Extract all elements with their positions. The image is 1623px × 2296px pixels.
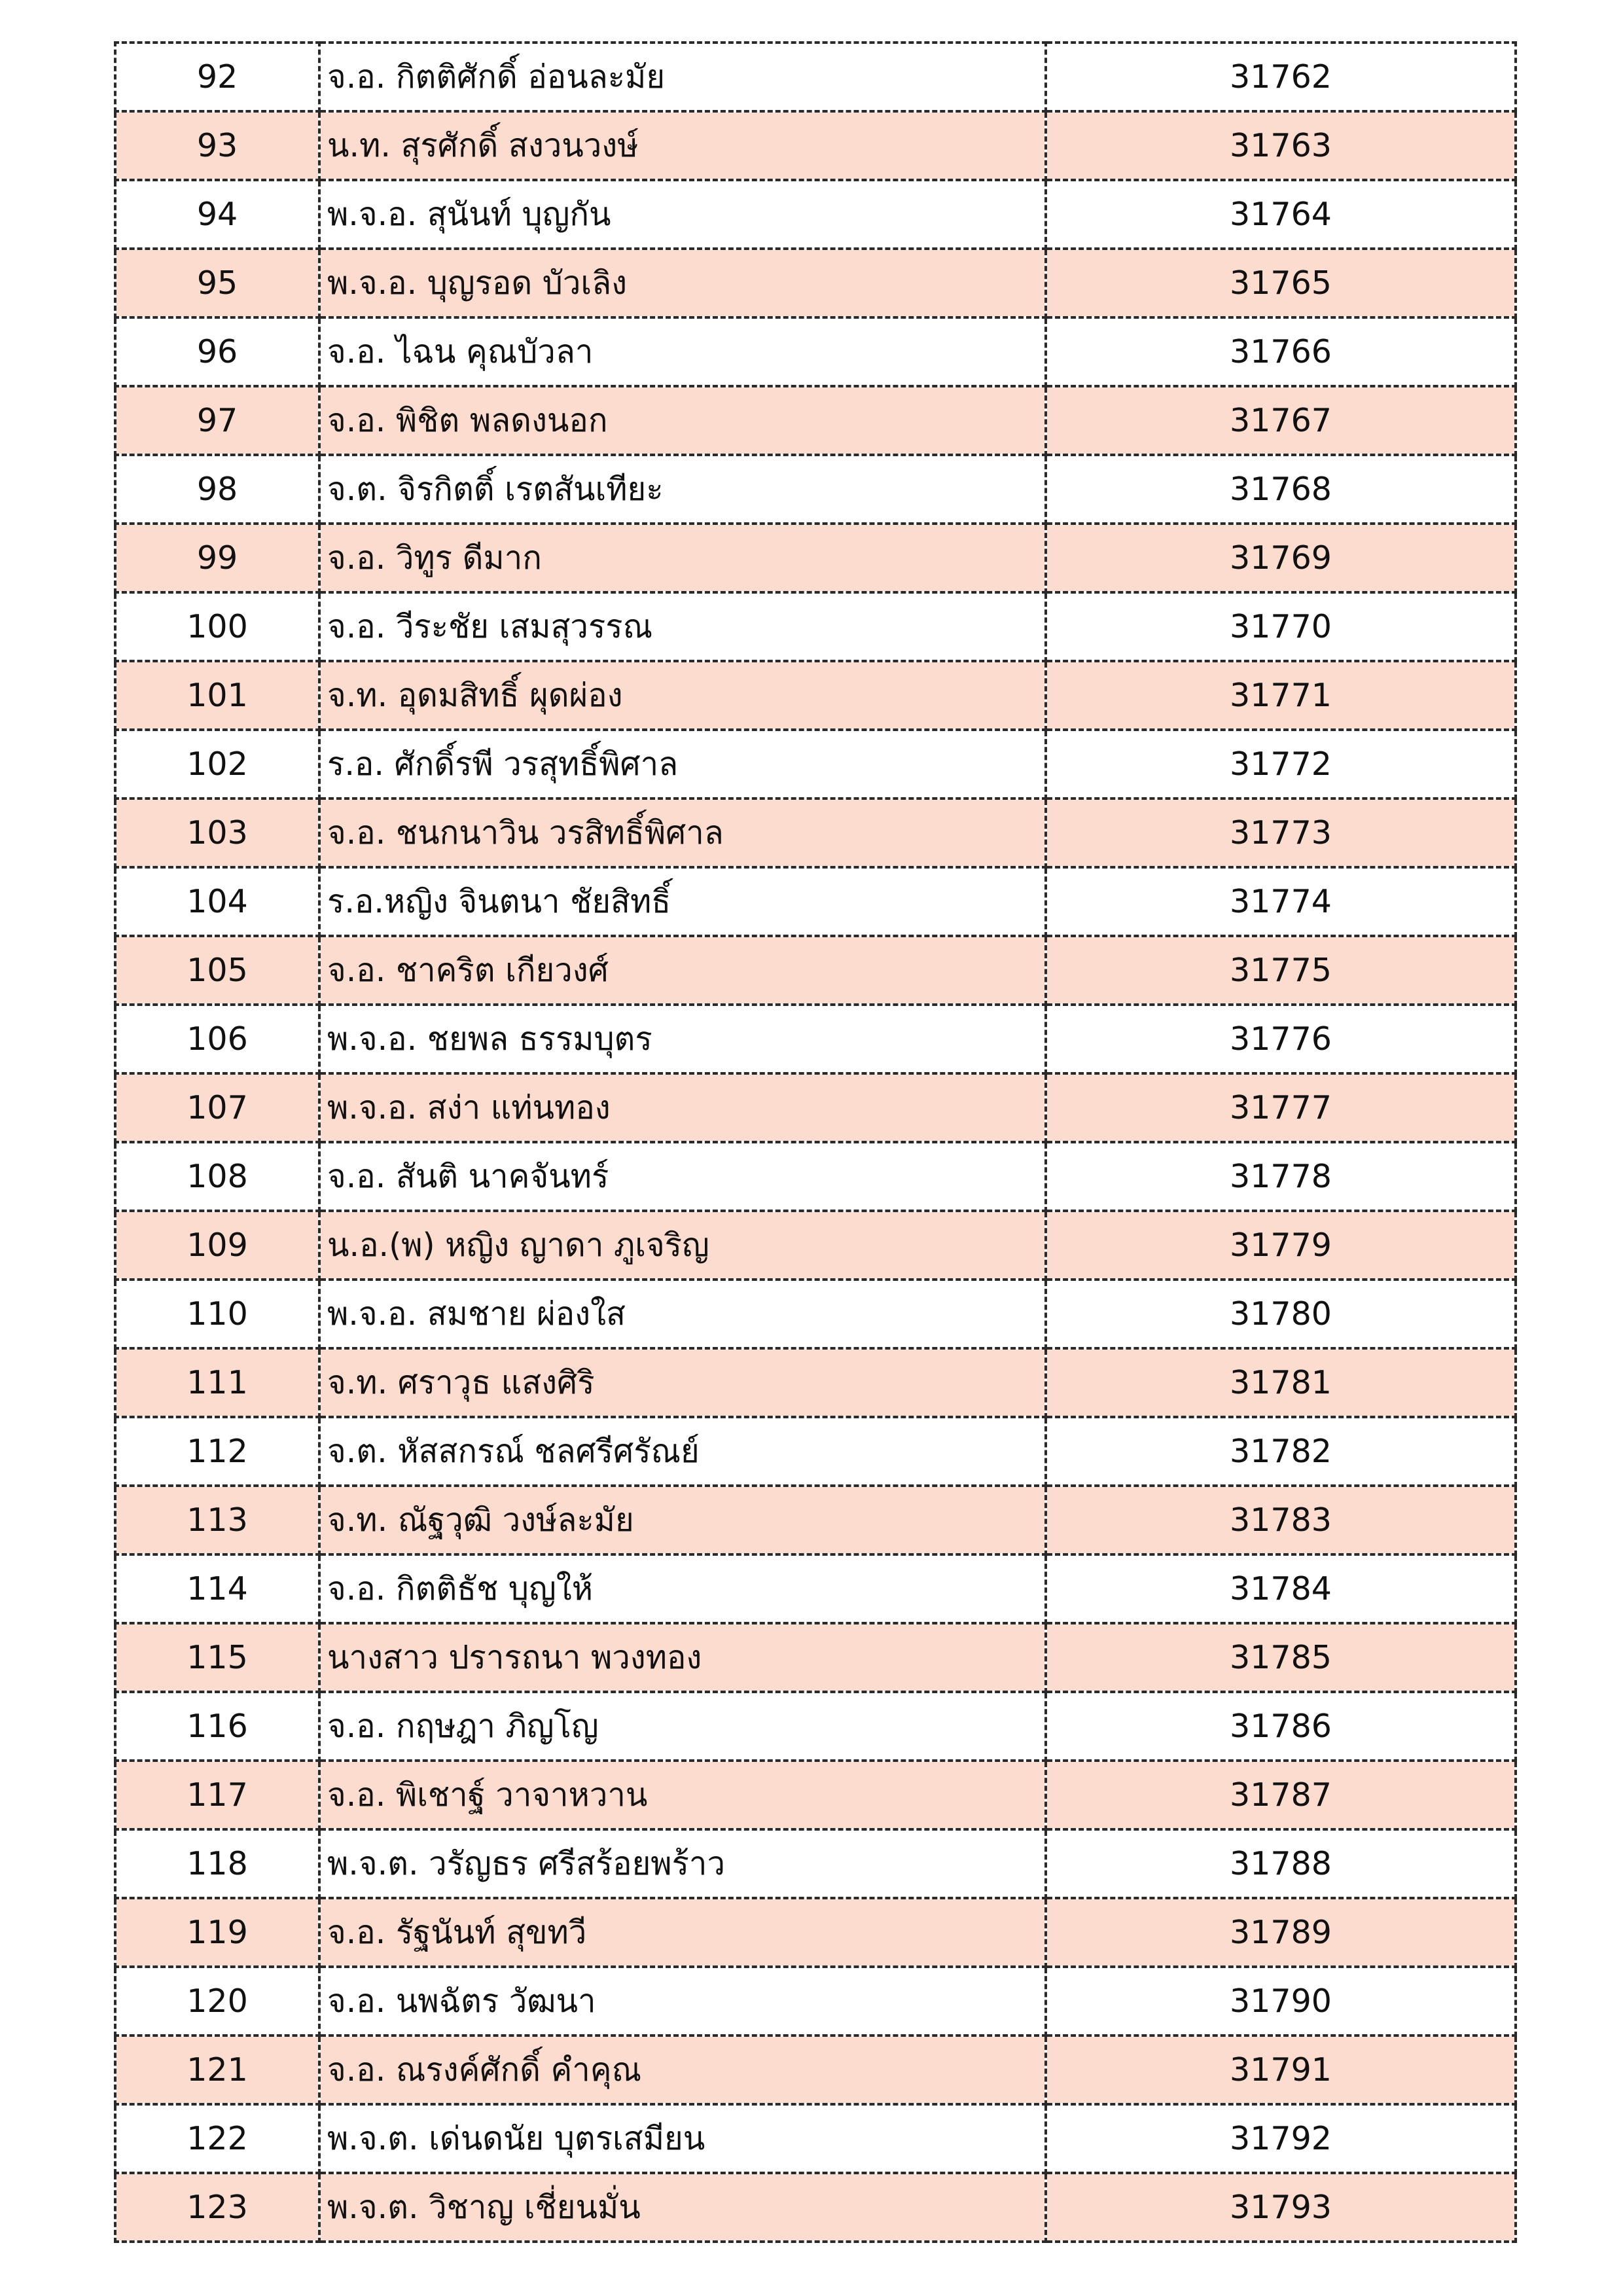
row-code: 31784 (1046, 1554, 1516, 1623)
row-number: 121 (115, 2036, 319, 2104)
row-number: 120 (115, 1967, 319, 2036)
row-name: พ.จ.ต. เด่นดนัย บุตรเสมียน (319, 2104, 1046, 2173)
row-name: พ.จ.อ. สมชาย ผ่องใส (319, 1280, 1046, 1348)
row-number: 109 (115, 1211, 319, 1280)
table-row (115, 1005, 1516, 1073)
row-number: 102 (115, 730, 319, 798)
row-number: 123 (115, 2173, 319, 2242)
row-number: 97 (115, 386, 319, 455)
row-name: พ.จ.อ. สุนันท์ บุญกัน (319, 180, 1046, 249)
row-code: 31788 (1046, 1829, 1516, 1898)
table-row (115, 1348, 1516, 1417)
row-name: จ.อ. กฤษฎา ภิญโญ (319, 1692, 1046, 1761)
row-name: จ.ท. ณัฐวุฒิ วงษ์ละมัย (319, 1486, 1046, 1554)
table-row (115, 524, 1516, 592)
row-number: 94 (115, 180, 319, 249)
row-code: 31790 (1046, 1967, 1516, 2036)
row-number: 101 (115, 661, 319, 730)
row-name: พ.จ.อ. สง่า แท่นทอง (319, 1073, 1046, 1142)
row-name: จ.อ. สันติ นาคจันทร์ (319, 1142, 1046, 1211)
row-code: 31777 (1046, 1073, 1516, 1142)
table-row (115, 592, 1516, 661)
row-code: 31792 (1046, 2104, 1516, 2173)
table-row (115, 1280, 1516, 1348)
row-number: 117 (115, 1761, 319, 1829)
row-name: จ.อ. กิตติศักดิ์ อ่อนละมัย (319, 43, 1046, 111)
table-row (115, 1417, 1516, 1486)
row-code: 31791 (1046, 2036, 1516, 2104)
table-row (115, 1967, 1516, 2036)
row-number: 108 (115, 1142, 319, 1211)
row-number: 103 (115, 798, 319, 867)
row-name: น.อ.(พ) หญิง ญาดา ภูเจริญ (319, 1211, 1046, 1280)
table-row (115, 1211, 1516, 1280)
table-row (115, 111, 1516, 180)
row-code: 31783 (1046, 1486, 1516, 1554)
row-code: 31763 (1046, 111, 1516, 180)
table-row (115, 249, 1516, 317)
row-code: 31764 (1046, 180, 1516, 249)
row-number: 96 (115, 317, 319, 386)
row-code: 31772 (1046, 730, 1516, 798)
row-code: 31780 (1046, 1280, 1516, 1348)
row-name: น.ท. สุรศักดิ์ สงวนวงษ์ (319, 111, 1046, 180)
row-number: 115 (115, 1623, 319, 1692)
row-name: จ.อ. นพฉัตร วัฒนา (319, 1967, 1046, 2036)
row-name: จ.อ. พิชิต พลดงนอก (319, 386, 1046, 455)
row-number: 107 (115, 1073, 319, 1142)
row-code: 31789 (1046, 1898, 1516, 1967)
row-name: จ.อ. รัฐนันท์ สุขทวี (319, 1898, 1046, 1967)
row-number: 113 (115, 1486, 319, 1554)
row-code: 31793 (1046, 2173, 1516, 2242)
row-name: จ.อ. ณรงค์ศักดิ์ คำคุณ (319, 2036, 1046, 2104)
row-code: 31786 (1046, 1692, 1516, 1761)
row-code: 31787 (1046, 1761, 1516, 1829)
row-name: จ.อ. กิตติธัช บุญให้ (319, 1554, 1046, 1623)
row-name: จ.ต. หัสสกรณ์ ชลศรีศรัณย์ (319, 1417, 1046, 1486)
row-number: 104 (115, 867, 319, 936)
table-row (115, 180, 1516, 249)
row-number: 105 (115, 936, 319, 1005)
row-name: จ.อ. วีระชัย เสมสุวรรณ (319, 592, 1046, 661)
row-name: จ.ท. ศราวุธ แสงศิริ (319, 1348, 1046, 1417)
row-code: 31765 (1046, 249, 1516, 317)
row-number: 114 (115, 1554, 319, 1623)
row-code: 31771 (1046, 661, 1516, 730)
row-number: 100 (115, 592, 319, 661)
row-number: 116 (115, 1692, 319, 1761)
row-code: 31773 (1046, 798, 1516, 867)
row-code: 31762 (1046, 43, 1516, 111)
row-number: 106 (115, 1005, 319, 1073)
table-row (115, 1073, 1516, 1142)
table-row (115, 661, 1516, 730)
table-row (115, 2104, 1516, 2173)
row-name: พ.จ.ต. วรัญธร ศรีสร้อยพร้าว (319, 1829, 1046, 1898)
row-name: พ.จ.อ. บุญรอด บัวเลิง (319, 249, 1046, 317)
table-row (115, 1761, 1516, 1829)
row-code: 31770 (1046, 592, 1516, 661)
row-number: 110 (115, 1280, 319, 1348)
row-name: พ.จ.อ. ชยพล ธรรมบุตร (319, 1005, 1046, 1073)
table-row (115, 1692, 1516, 1761)
row-code: 31779 (1046, 1211, 1516, 1280)
row-code: 31766 (1046, 317, 1516, 386)
table-row (115, 867, 1516, 936)
table-row (115, 1623, 1516, 1692)
row-number: 122 (115, 2104, 319, 2173)
row-number: 98 (115, 455, 319, 524)
row-name: จ.อ. วิทูร ดีมาก (319, 524, 1046, 592)
row-number: 111 (115, 1348, 319, 1417)
row-code: 31768 (1046, 455, 1516, 524)
row-number: 95 (115, 249, 319, 317)
row-number: 93 (115, 111, 319, 180)
row-number: 119 (115, 1898, 319, 1967)
row-code: 31778 (1046, 1142, 1516, 1211)
row-code: 31785 (1046, 1623, 1516, 1692)
row-code: 31781 (1046, 1348, 1516, 1417)
row-number: 92 (115, 43, 319, 111)
table-row (115, 1898, 1516, 1967)
table-row (115, 1142, 1516, 1211)
row-name: พ.จ.ต. วิชาญ เชี่ยนมั่น (319, 2173, 1046, 2242)
table-row (115, 1829, 1516, 1898)
table-row (115, 2173, 1516, 2242)
row-name: จ.อ. ชนกนาวิน วรสิทธิ์พิศาล (319, 798, 1046, 867)
row-name: จ.ท. อุดมสิทธิ์ ผุดผ่อง (319, 661, 1046, 730)
roster-table (114, 41, 1517, 2243)
row-name: จ.ต. จิรกิตติ์ เรตสันเทียะ (319, 455, 1046, 524)
table-row (115, 2036, 1516, 2104)
table-row (115, 1486, 1516, 1554)
row-name: จ.อ. พิเชาฐ์ วาจาหวาน (319, 1761, 1046, 1829)
row-number: 118 (115, 1829, 319, 1898)
table-row (115, 455, 1516, 524)
roster-body (115, 43, 1516, 2242)
row-name: ร.อ.หญิง จินตนา ชัยสิทธิ์ (319, 867, 1046, 936)
table-row (115, 798, 1516, 867)
row-code: 31775 (1046, 936, 1516, 1005)
row-name: จ.อ. ชาคริต เกียวงศ์ (319, 936, 1046, 1005)
table-row (115, 730, 1516, 798)
table-row (115, 936, 1516, 1005)
table-row (115, 43, 1516, 111)
table-row (115, 317, 1516, 386)
row-code: 31776 (1046, 1005, 1516, 1073)
table-row (115, 1554, 1516, 1623)
row-code: 31767 (1046, 386, 1516, 455)
row-name: จ.อ. ไฉน คุณบัวลา (319, 317, 1046, 386)
row-name: นางสาว ปรารถนา พวงทอง (319, 1623, 1046, 1692)
row-number: 99 (115, 524, 319, 592)
row-name: ร.อ. ศักดิ์รพี วรสุทธิ์พิศาล (319, 730, 1046, 798)
row-number: 112 (115, 1417, 319, 1486)
row-code: 31769 (1046, 524, 1516, 592)
table-row (115, 386, 1516, 455)
row-code: 31774 (1046, 867, 1516, 936)
row-code: 31782 (1046, 1417, 1516, 1486)
